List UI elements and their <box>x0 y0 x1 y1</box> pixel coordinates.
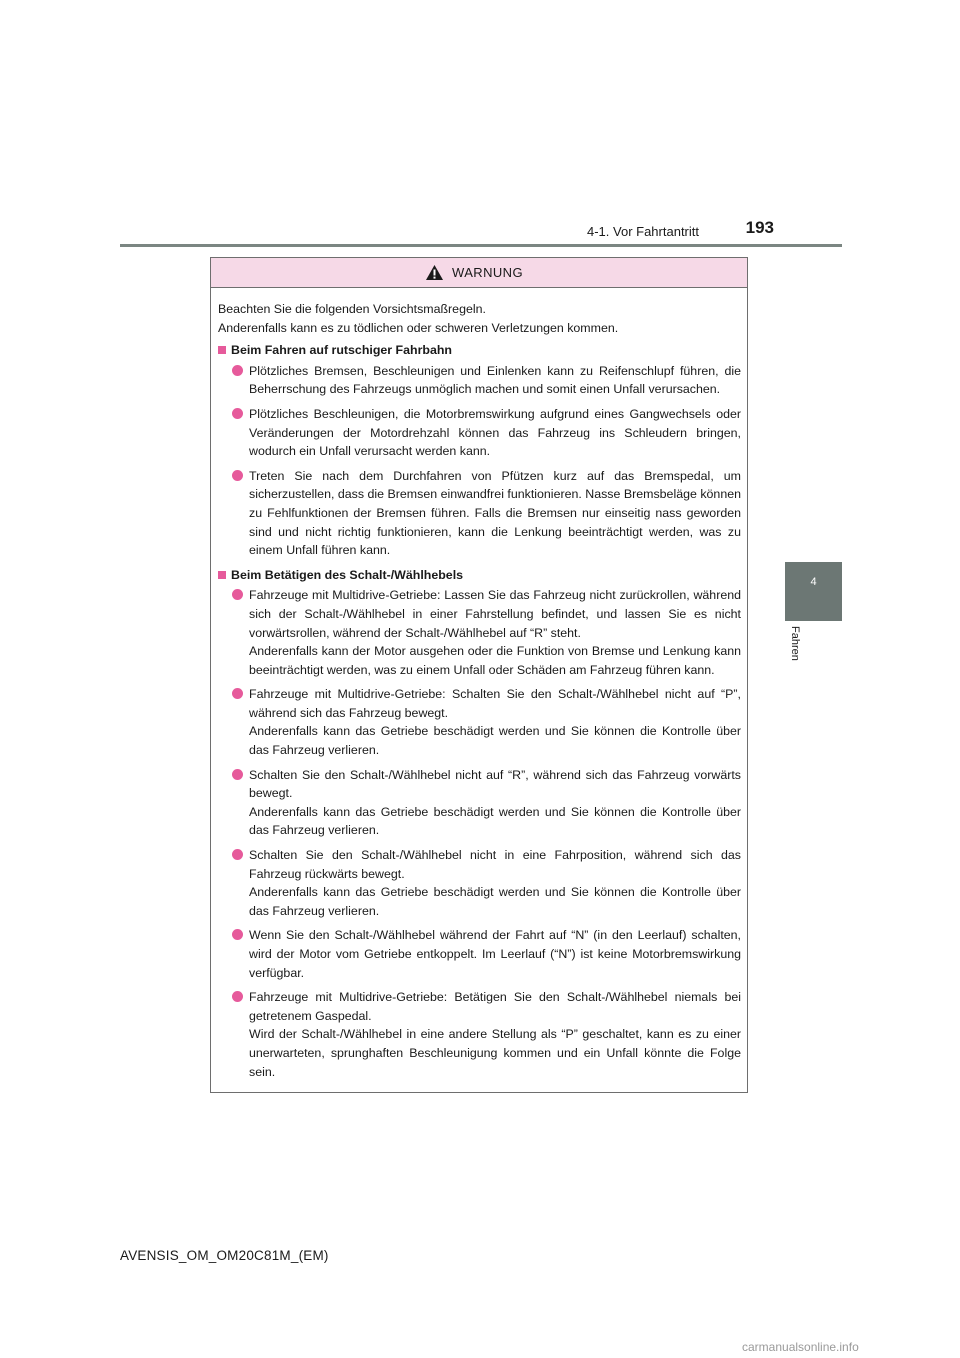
round-bullet-icon <box>232 365 243 376</box>
item-paragraph: Fahrzeuge mit Multidrive-Getriebe: Lassen Sie das Fahrzeug nicht zurückrollen, während sich der Schalt-/Wählhebel in einer Fahrstellung befindet, und lassen Sie es nicht vorwärtsrollen, während der Schalt-/Wählhebel auf “R” steht. <box>249 588 741 640</box>
item-paragraph: Fahrzeuge mit Multidrive-Getriebe: Schalten Sie den Schalt-/Wählhebel nicht auf “P”, während sich das Fahrzeug bewegt. <box>249 687 741 720</box>
item-paragraph: Wird der Schalt-/Wählhebel in eine andere Stellung als “P” geschaltet, kann es zu einer unerwarteten, sprunghaften Beschleunigung kommen und ein Unfall könnte die Folge sein. <box>249 1027 741 1079</box>
item-paragraph: Anderenfalls kann das Getriebe beschädigt werden und Sie können die Kontrolle über das Fahrzeug verlieren. <box>249 885 741 918</box>
warning-header <box>211 258 747 288</box>
header-rule <box>120 244 842 247</box>
section-rutschiger-fahrbahn <box>218 341 741 560</box>
round-bullet-icon <box>232 589 243 600</box>
warning-title: WARNUNG <box>452 265 523 280</box>
item-paragraph: Schalten Sie den Schalt-/Wählhebel nicht in eine Fahrposition, während sich das Fahrzeug rückwärts bewegt. <box>249 848 741 881</box>
round-bullet-icon <box>232 769 243 780</box>
section-title-text: Beim Fahren auf rutschiger Fahrbahn <box>231 343 453 358</box>
square-bullet-icon <box>218 571 226 579</box>
round-bullet-icon <box>232 991 243 1002</box>
intro-line: Anderenfalls kann es zu tödlichen oder schweren Verletzungen kommen. <box>218 320 619 335</box>
list-item <box>232 685 741 759</box>
round-bullet-icon <box>232 408 243 419</box>
chapter-tab[interactable] <box>785 562 842 621</box>
chapter-label <box>789 626 809 682</box>
page-number: 193 <box>745 218 774 237</box>
warning-intro <box>218 300 741 337</box>
round-bullet-icon <box>232 849 243 860</box>
warning-body <box>211 288 747 1081</box>
item-paragraph: Anderenfalls kann der Motor ausgehen oder die Funktion von Bremse und Lenkung kann beeinträchtigt werden, was zu einem Unfall oder Schäden am Fahrzeug führen kann. <box>249 644 741 677</box>
list-item <box>232 766 741 840</box>
item-paragraph: Anderenfalls kann das Getriebe beschädigt werden und Sie können die Kontrolle über das Fahrzeug verlieren. <box>249 804 741 838</box>
item-paragraph: Wenn Sie den Schalt-/Wählhebel während der Fahrt auf “N” (in den Leerlauf) schalten, wird der Motor vom Getriebe entkoppelt. Im Leerlauf (“N”) ist keine Motorbremswirkung verfügbar. <box>249 928 741 980</box>
list-item <box>232 467 741 560</box>
list-item <box>232 586 741 679</box>
intro-line: Beachten Sie die folgenden Vorsichtsmaßregeln. <box>218 302 486 316</box>
item-list <box>232 362 741 560</box>
list-item <box>232 362 741 399</box>
watermark-link[interactable]: carmanualsonline.info <box>742 1340 859 1354</box>
section-title: 4-1. Vor Fahrtantritt <box>587 224 699 239</box>
item-paragraph: Treten Sie nach dem Durchfahren von Pfützen kurz auf das Bremspedal, um sicherzustellen, dass die Bremsen einwandfrei funktionieren. Nasse Bremsbeläge können zu Fehlfunktionen der Bremsen führen. Falls die Bremsen nur einseitig nass geworden sind und nicht richtig funktionieren, kann die Lenkung beeinträchtigt werden, was zu einem Unfall führen kann. <box>249 468 741 558</box>
item-paragraph: Plötzliches Beschleunigen, die Motorbremswirkung aufgrund eines Gangwechsels oder Veränderungen der Motordrehzahl können das Fahrzeug ins Schleudern bringen, wodurch ein Unfall verursacht werden kann. <box>249 406 741 459</box>
item-paragraph: Anderenfalls kann das Getriebe beschädigt werden und Sie können die Kontrolle über das Fahrzeug verlieren. <box>249 724 741 758</box>
document-code: AVENSIS_OM_OM20C81M_(EM) <box>120 1248 329 1263</box>
list-item <box>232 405 741 461</box>
square-bullet-icon <box>218 346 226 354</box>
chapter-number: 4 <box>810 576 817 588</box>
warning-box <box>210 257 748 1093</box>
item-paragraph: Fahrzeuge mit Multidrive-Getriebe: Betätigen Sie den Schalt-/Wählhebel niemals bei getretenem Gaspedal. <box>249 990 741 1023</box>
section-schalt-waehlhebel <box>218 566 741 1081</box>
round-bullet-icon <box>232 688 243 699</box>
list-item <box>232 846 741 920</box>
item-paragraph: Plötzliches Bremsen, Beschleunigen und Einlenken kann zu Reifenschlupf führen, die Beherrschung des Fahrzeugs unmöglich machen und somit einen Unfall verursachen. <box>249 363 741 397</box>
chapter-label-text: Fahren <box>789 626 801 661</box>
item-paragraph: Schalten Sie den Schalt-/Wählhebel nicht auf “R”, während sich das Fahrzeug vorwärts bewegt. <box>249 767 741 801</box>
round-bullet-icon <box>232 929 243 940</box>
section-heading <box>218 566 741 585</box>
section-title-text: Beim Betätigen des Schalt-/Wählhebels <box>231 567 464 582</box>
list-item <box>232 988 741 1081</box>
round-bullet-icon <box>232 470 243 481</box>
item-list <box>232 586 741 1081</box>
list-item <box>232 926 741 982</box>
section-heading <box>218 341 741 360</box>
warning-triangle-icon <box>425 264 444 281</box>
